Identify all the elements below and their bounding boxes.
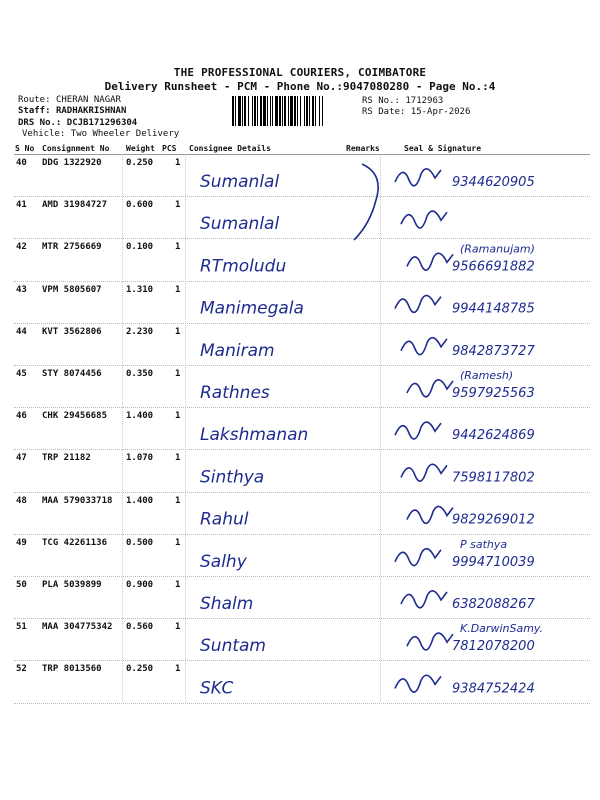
drs-value: DCJB171296304	[66, 118, 138, 128]
row-consignment: TRP 8013560	[42, 664, 102, 675]
row-sno: 45	[16, 369, 27, 379]
consignee-name: Shalm	[200, 594, 254, 614]
signature-scribble	[401, 464, 447, 481]
row-consignment: KVT 3562806	[42, 326, 102, 337]
row-consignment: MTR 2756669	[42, 242, 102, 253]
consignee-name: Rathnes	[200, 383, 270, 403]
row-weight: 0.500	[126, 537, 154, 548]
signature-scribble	[401, 211, 447, 228]
consignee-name: RTmoludu	[200, 256, 287, 277]
consignee-name: Rahul	[200, 509, 249, 530]
signature-scribble	[395, 422, 441, 439]
row-weight: 1.400	[126, 411, 154, 422]
signature-phone: 7812078200	[452, 639, 535, 655]
row-consignment: VPM 5805607	[42, 284, 102, 295]
signature-scribble	[395, 549, 441, 566]
col-seal: Seal & Signature	[404, 144, 482, 153]
consignee-name: Suntam	[200, 636, 266, 657]
row-pcs: 1	[175, 158, 181, 168]
vehicle-label: Vehicle:	[22, 129, 66, 139]
row-sno: 42	[16, 242, 27, 253]
signature-phone: 9566691882	[452, 259, 535, 275]
consignee-name: Sumanlal	[200, 214, 280, 235]
col-remarks: Remarks	[346, 144, 380, 153]
signature-scribble	[407, 380, 453, 397]
route-label: Route:	[18, 95, 51, 105]
company-title: THE PROFESSIONAL COURIERS, COIMBATORE	[173, 66, 427, 79]
row-consignment: CHK 29456685	[42, 411, 108, 422]
row-pcs: 1	[175, 664, 181, 675]
col-consignee: Consignee Details	[189, 144, 271, 153]
row-sno: 47	[16, 453, 27, 464]
drs-label: DRS No.:	[18, 118, 62, 128]
signature-scribble	[407, 506, 453, 523]
col-pcs: PCS	[162, 144, 177, 153]
signature-note: K.DarwinSamy.	[460, 622, 544, 636]
row-sno: 50	[16, 580, 27, 590]
rs-no-label: RS No.:	[362, 96, 400, 106]
row-pcs: 1	[175, 284, 181, 295]
consignee-name: Maniram	[200, 340, 275, 361]
signature-phone: 9944148785	[452, 301, 535, 317]
signature-scribble	[395, 675, 441, 692]
row-consignment: TRP 21182	[42, 453, 91, 464]
row-pcs: 1	[175, 242, 181, 253]
row-weight: 1.310	[126, 284, 154, 295]
row-weight: 0.600	[126, 200, 154, 211]
row-consignment: DDG 1322920	[42, 158, 102, 168]
col-consignment: Consignment No	[42, 144, 110, 153]
row-weight: 0.250	[126, 158, 154, 168]
row-weight: 0.250	[126, 664, 154, 675]
signature-phone: 9829269012	[452, 512, 535, 528]
row-consignment: PLA 5039899	[42, 580, 102, 590]
signature-scribble	[407, 253, 453, 270]
signature-phone: 7598117802	[452, 470, 535, 486]
consignee-name: Lakshmanan	[200, 425, 309, 446]
row-sno: 49	[16, 537, 27, 548]
rs-no-value: 1712963	[405, 96, 444, 106]
row-consignment: STY 8074456	[42, 369, 102, 379]
row-consignment: TCG 42261136	[42, 537, 108, 548]
signature-phone: 6382088267	[452, 597, 535, 612]
row-consignment: AMD 31984727	[42, 200, 108, 211]
row-pcs: 1	[175, 580, 181, 590]
route-value: CHERAN NAGAR	[55, 95, 121, 105]
staff-value: RADHAKRISHNAN	[55, 106, 127, 116]
row-sno: 44	[16, 326, 27, 337]
row-sno: 41	[16, 200, 27, 211]
row-weight: 0.560	[126, 622, 154, 633]
row-pcs: 1	[175, 369, 181, 379]
signature-phone: 9384752424	[452, 681, 535, 697]
row-consignment: MAA 579033718	[42, 495, 113, 506]
signature-phone: 9994710039	[452, 554, 535, 570]
signature-scribble	[401, 591, 447, 608]
row-sno: 40	[16, 158, 27, 168]
consignee-name: SKC	[200, 678, 234, 699]
col-weight: Weight	[126, 144, 155, 153]
row-weight: 1.070	[126, 453, 154, 464]
row-sno: 48	[16, 495, 27, 506]
row-pcs: 1	[175, 622, 181, 633]
row-weight: 0.100	[126, 242, 154, 253]
row-pcs: 1	[175, 453, 181, 464]
runsheet-subtitle: Delivery Runsheet - PCM - Phone No.:9047080280 - Page No.:4	[104, 80, 496, 93]
row-weight: 2.230	[126, 326, 154, 337]
rs-date-value: 15-Apr-2026	[410, 107, 471, 117]
col-sno: S No	[15, 144, 35, 153]
signature-phone: 9597925563	[452, 386, 535, 401]
row-pcs: 1	[175, 326, 181, 337]
row-weight: 0.350	[126, 369, 154, 379]
row-pcs: 1	[175, 537, 181, 548]
row-pcs: 1	[175, 200, 181, 211]
staff-label: Staff:	[18, 106, 51, 116]
row-pcs: 1	[175, 495, 181, 506]
consignee-name: Salhy	[200, 551, 247, 572]
row-weight: 1.400	[126, 495, 154, 506]
consignee-name: Manimegala	[200, 298, 304, 319]
consignee-name: Sumanlal	[200, 172, 280, 192]
row-consignment: MAA 304775342	[42, 622, 113, 633]
signature-note: (Ramesh)	[460, 369, 514, 382]
row-pcs: 1	[175, 411, 181, 422]
signature-phone: 9442624869	[452, 428, 535, 444]
row-sno: 51	[16, 622, 27, 633]
row-sno: 46	[16, 411, 27, 422]
signature-scribble	[395, 295, 441, 312]
signature-note: (Ramanujam)	[460, 242, 535, 256]
signature-note: P sathya	[460, 537, 508, 551]
consignee-name: Sinthya	[200, 467, 265, 488]
signature-phone: 9344620905	[452, 175, 535, 190]
rs-date-label: RS Date:	[362, 107, 406, 117]
remarks-bracket	[354, 164, 378, 240]
signature-phone: 9842873727	[452, 343, 535, 359]
signature-scribble	[407, 633, 453, 650]
signature-scribble	[395, 169, 441, 186]
row-sno: 52	[16, 664, 27, 675]
row-weight: 0.900	[126, 580, 154, 590]
vehicle-value: Two Wheeler Delivery	[70, 129, 180, 139]
row-sno: 43	[16, 284, 27, 295]
signature-scribble	[401, 338, 447, 355]
